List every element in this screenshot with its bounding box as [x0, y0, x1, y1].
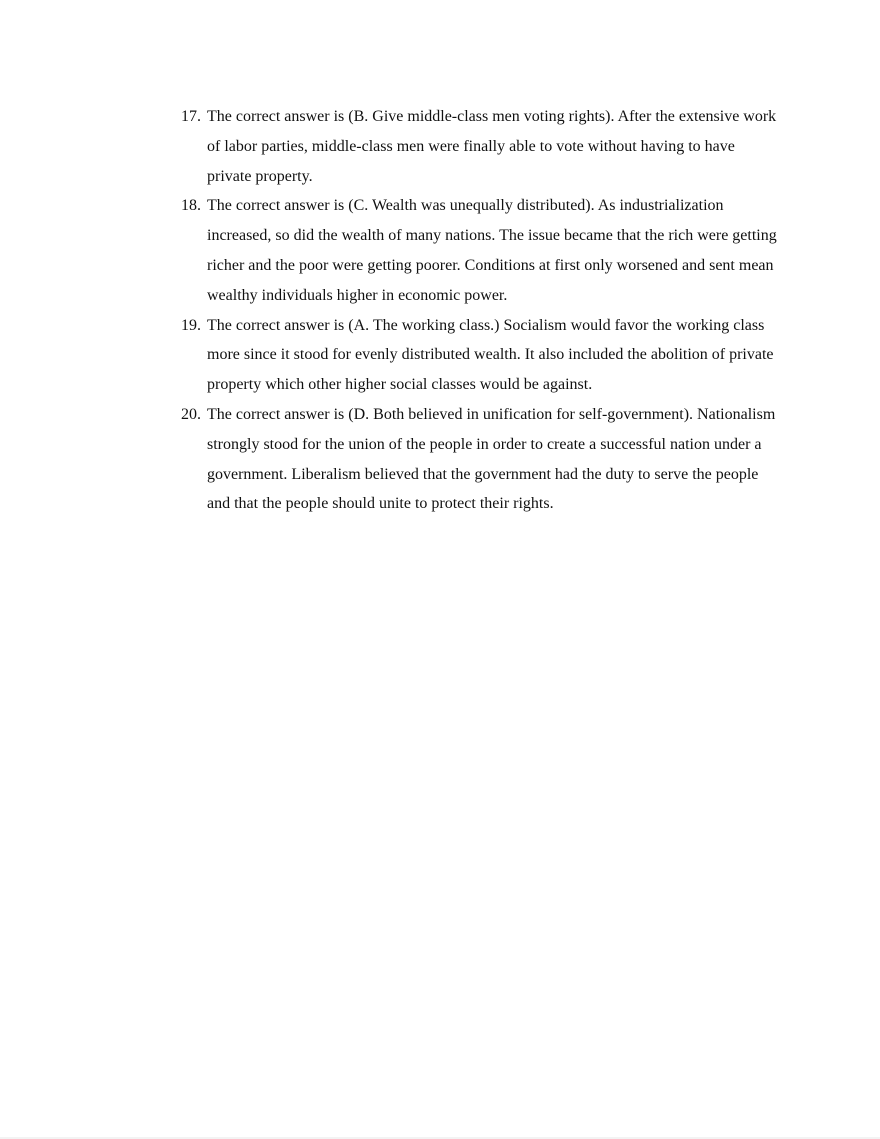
- answer-number: 17.: [181, 108, 201, 125]
- answer-item-18: [181, 191, 781, 310]
- answer-number: 18.: [181, 197, 201, 215]
- answer-text: The correct answer is (A. The working class.) Socialism would favor the working class more since it stood for evenly distributed wealth. It also included the abolition of private property which other higher social classes would be against.: [207, 316, 774, 394]
- answer-text: The correct answer is (B. Give middle-class men voting rights). After the extensive work of labor parties, middle-class men were finally able to vote without having to have private property.: [207, 108, 777, 185]
- answer-item-19: [181, 311, 781, 400]
- answer-number: 20.: [181, 405, 201, 423]
- answer-text: The correct answer is (C. Wealth was unequally distributed). As industrialization increased, so did the wealth of many nations. The issue became that the rich were getting richer and the poor were getting poorer. Conditions at first only worsened and sent mean wealthy individuals higher in economic power.: [207, 197, 777, 304]
- answer-item-20: [181, 400, 781, 519]
- answer-item-17: [181, 102, 781, 191]
- answer-number: 19.: [181, 316, 201, 334]
- answer-key-list: [181, 102, 781, 519]
- answer-text: The correct answer is (D. Both believed in unification for self-government). Nationalism strongly stood for the union of the people in order to create a successful nation under a government. Liberalism believed that the government had the duty to serve the people and that the people should unite to protect their rights.: [207, 405, 776, 513]
